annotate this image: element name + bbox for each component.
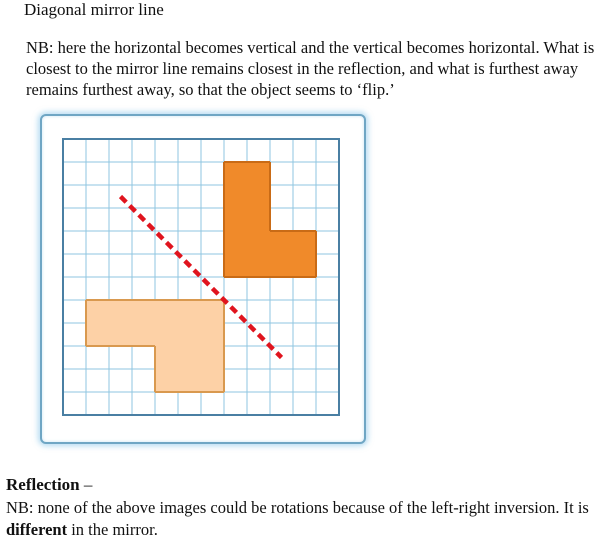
shape-cell — [201, 346, 225, 370]
shape-cell — [86, 300, 110, 324]
shape-cell — [247, 208, 271, 232]
shape-cell — [109, 323, 133, 347]
shape-cell — [270, 231, 294, 255]
shape-cell — [270, 254, 294, 278]
shape-cell — [155, 323, 179, 347]
reflection-title — [6, 475, 92, 495]
reflection-note-suffix: in the mirror. — [67, 520, 158, 539]
shape-cell — [224, 162, 248, 186]
shape-cell — [132, 323, 156, 347]
reflection-note-prefix: NB: none of the above images could be rotations because of the left-right inversion. It is — [6, 498, 589, 517]
reflected-l-shape — [86, 300, 225, 393]
shape-cell — [224, 254, 248, 278]
reflection-title-dash: – — [83, 475, 93, 494]
shape-cell — [132, 300, 156, 324]
shape-cell — [224, 231, 248, 255]
orange-l-shape — [224, 162, 317, 278]
shape-cell — [109, 300, 133, 324]
shape-cell — [247, 254, 271, 278]
shape-cell — [155, 300, 179, 324]
shape-cell — [293, 231, 317, 255]
shape-cell — [224, 185, 248, 209]
shape-cell — [201, 323, 225, 347]
shape-cell — [155, 369, 179, 393]
shape-cell — [201, 369, 225, 393]
shape-cell — [224, 208, 248, 232]
shape-cell — [178, 369, 202, 393]
shape-cell — [86, 323, 110, 347]
shape-cell — [178, 346, 202, 370]
shape-cell — [293, 254, 317, 278]
reflection-title-text: Reflection — [6, 475, 80, 494]
reflection-note-bold: different — [6, 520, 68, 539]
shape-cell — [155, 346, 179, 370]
shape-cell — [247, 231, 271, 255]
explanation-note: NB: here the horizontal becomes vertical and the vertical becomes horizontal. What is closest to the mirror line remains closest in the reflection, and what is furthest away remains furthest away, so that the object seems to ‘flip.’ — [26, 38, 595, 99]
shape-cell — [247, 162, 271, 186]
shape-cell — [178, 300, 202, 324]
shape-cell — [178, 323, 202, 347]
shape-cell — [247, 185, 271, 209]
shape-cell — [201, 300, 225, 324]
page-heading: Diagonal mirror line — [24, 0, 164, 19]
reflection-note — [6, 497, 606, 541]
mirror-grid-figure — [62, 138, 342, 418]
